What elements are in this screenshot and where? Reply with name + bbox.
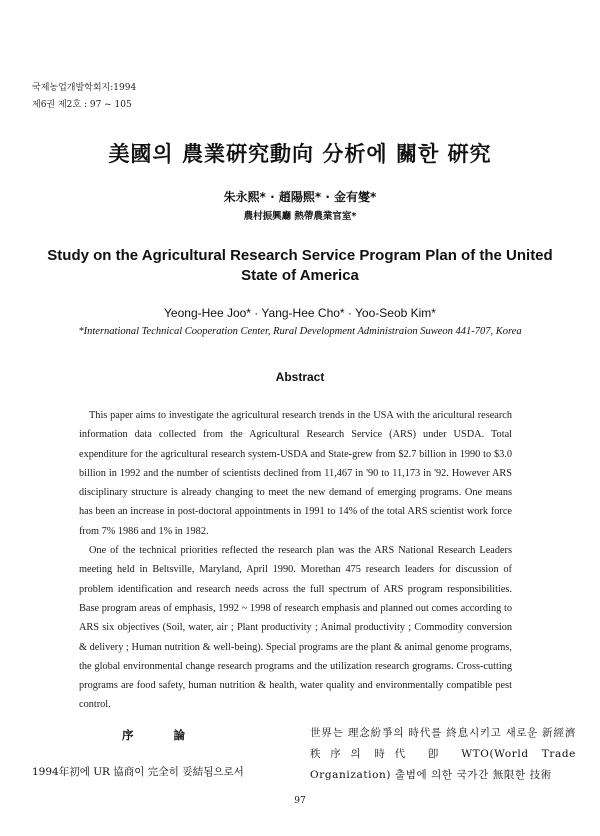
english-authors: Yeong-Hee Joo* · Yang-Hee Cho* · Yoo-Seob Kim* xyxy=(164,306,436,320)
section-heading-introduction: 序 論 xyxy=(122,728,204,742)
abstract-body xyxy=(79,406,512,715)
right-column-text: 世界는 理念紛爭의 時代를 終息시키고 새로운 新經濟秩序의 時代 卽 WTO(World Trade Organization) 출범에 의한 국가간 無限한 技術 xyxy=(310,727,576,781)
korean-authors: 朱永熙* · 趙陽熙* · 金有燮* xyxy=(223,190,377,204)
abstract-heading: Abstract xyxy=(275,370,325,384)
korean-title: 美國의 農業硏究動向 分析에 關한 硏究 xyxy=(108,142,492,166)
journal-volume: 제6권 제2호 : 97 ~ 105 xyxy=(32,100,132,110)
korean-affiliation: 農村振興廳 熱帶農業官室* xyxy=(243,211,357,222)
abstract-paragraph-2: One of the technical priorities reflected the research plan was the ARS National Research Leaders meeting held in Beltsville, Maryland, April 1990. Morethan 475 research leaders for discussion of problem identification and research needs across the full spectrum of ARS program responsibilities. Base program areas of emphasis, 1992 ~ 1998 of research emphasis and planned out comes according to ARS six objectives (Soil, water, air ; Plant productivity ; Animal productivity ; Commodity conversion & delivery ; Human nutrition & well-being). Special programs are the plant & animal genome programs, the global environmental change research programs and the utilization research grograms. Cross-cutting programs are food safety, human nutrition & health, water quality and environmentally compatible pest control. xyxy=(79,545,512,711)
abstract-paragraph-1: This paper aims to investigate the agricultural research trends in the USA with the aricultural research information data collected from the Agricultural Research Service (ARS) under USDA. Total expenditure for the agricultural research system-USDA and State-grew from $2.7 billion in 1990 to $3.0 billion in 1992 and the number of scientists declined from 11,467 in '90 to 11,173 in '92. However ARS disciplinary structure is already changing to meet the new demand of emerging programs. One means has been an increase in post-doctoral appointments in 1991 to 14% of the total ARS scientist work force from 7% 1986 and 1% in 1982. xyxy=(79,410,512,537)
journal-citation xyxy=(32,82,136,112)
english-title: Study on the Agricultural Research Service Program Plan of the United State of America xyxy=(47,247,553,284)
left-column-text: 1994年初에 UR 協商이 完全히 妥結됨으로서 xyxy=(32,766,244,778)
english-affiliation: *International Technical Cooperation Center, Rural Development Administraion Suweon 441-707, Korea xyxy=(78,326,522,337)
journal-name: 국제농업개발학회지:1994 xyxy=(32,83,137,93)
page-number: 97 xyxy=(294,796,306,806)
